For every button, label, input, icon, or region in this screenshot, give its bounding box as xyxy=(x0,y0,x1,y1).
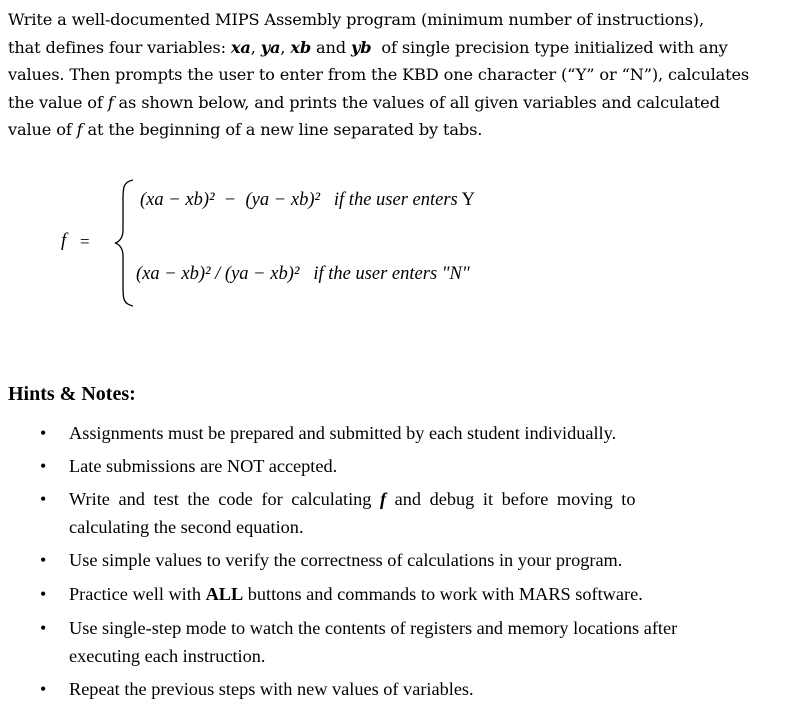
equation-case-yes xyxy=(140,190,475,211)
bullet-icon: • xyxy=(40,489,47,509)
hint-text xyxy=(69,547,779,575)
intro-text-2: that defines four variables: xyxy=(8,37,231,57)
equation-lhs: f xyxy=(61,230,67,251)
hint-text-2b: and debug it before moving to xyxy=(386,489,636,509)
intro-text-6a: value of xyxy=(8,120,77,139)
hint-text-4-bold: ALL xyxy=(205,584,244,604)
intro-text-1: Write a well-documented MIPS Assembly program (minimum number of instructions), xyxy=(8,10,704,29)
equation-equals: = xyxy=(80,232,90,251)
equation-case-no xyxy=(136,264,470,285)
intro-line-4 xyxy=(8,89,780,117)
var-f-1: f xyxy=(107,92,114,112)
hint-text xyxy=(69,420,779,448)
intro-line-5 xyxy=(8,116,780,144)
bullet-icon: • xyxy=(40,679,47,699)
sep-1: , xyxy=(250,37,261,57)
hint-text xyxy=(69,453,779,481)
hint-text xyxy=(69,676,779,704)
hint-text-0: Assignments must be prepared and submitted by each student individually. xyxy=(69,423,617,443)
var-xb: xb xyxy=(290,37,312,57)
var-f-2: f xyxy=(76,120,83,139)
intro-text-3: of single precision type initialized with any xyxy=(371,37,728,57)
intro-text-6b: at the beginning of a new line separated by tabs. xyxy=(82,120,483,139)
bullet-icon: • xyxy=(40,423,47,443)
intro-line-2 xyxy=(8,34,780,62)
bullet-icon: • xyxy=(40,618,47,638)
intro-paragraph xyxy=(8,6,780,144)
hint-text-6: Repeat the previous steps with new values of variables. xyxy=(69,679,474,699)
curly-brace-icon xyxy=(113,178,135,308)
var-yb: yb xyxy=(351,37,372,57)
intro-line-3 xyxy=(8,61,780,89)
intro-text-5a: the value of xyxy=(8,92,108,112)
hint-text-4a: Practice well with xyxy=(69,584,206,604)
intro-line-1 xyxy=(8,6,780,34)
hint-text xyxy=(69,581,779,609)
case-yes-expr: (xa − xb)² − (ya − xb)² if the user enters xyxy=(140,190,458,210)
bullet-icon: • xyxy=(40,584,47,604)
hint-line xyxy=(69,486,779,514)
and-text: and xyxy=(311,37,351,57)
hint-text-4b: buttons and commands to work with MARS software. xyxy=(243,584,643,604)
hint-text xyxy=(69,486,779,541)
hint-text-1: Late submissions are NOT accepted. xyxy=(69,456,338,476)
sep-2: , xyxy=(280,37,291,57)
var-xa: xa xyxy=(230,37,251,57)
hint-text-5a: Use single-step mode to watch the contents of registers and memory locations after xyxy=(69,618,678,638)
case-yes-tail: Y xyxy=(457,190,476,210)
intro-text-5b: as shown below, and prints the values of all given variables and calculated xyxy=(113,92,720,112)
var-ya: ya xyxy=(260,37,281,57)
intro-text-4: values. Then prompts the user to enter from the KBD one character (“Y” or “N”), calculates xyxy=(8,65,750,84)
hint-text-5c: executing each instruction. xyxy=(69,645,266,666)
var-f-3: f xyxy=(380,489,387,509)
hint-text-3: Use simple values to verify the correctness of calculations in your program. xyxy=(69,550,623,570)
hints-title: Hints & Notes: xyxy=(8,383,136,405)
case-no-expr: (xa − xb)² / (ya − xb)² if the user enters "N" xyxy=(136,264,470,284)
piecewise-equation xyxy=(0,178,786,308)
hint-text-2c: calculating the second equation. xyxy=(69,516,304,537)
hint-text-2a: Write and test the code for calculating xyxy=(69,489,381,509)
hint-text xyxy=(69,615,779,670)
bullet-icon: • xyxy=(40,456,47,476)
bullet-icon: • xyxy=(40,550,47,570)
